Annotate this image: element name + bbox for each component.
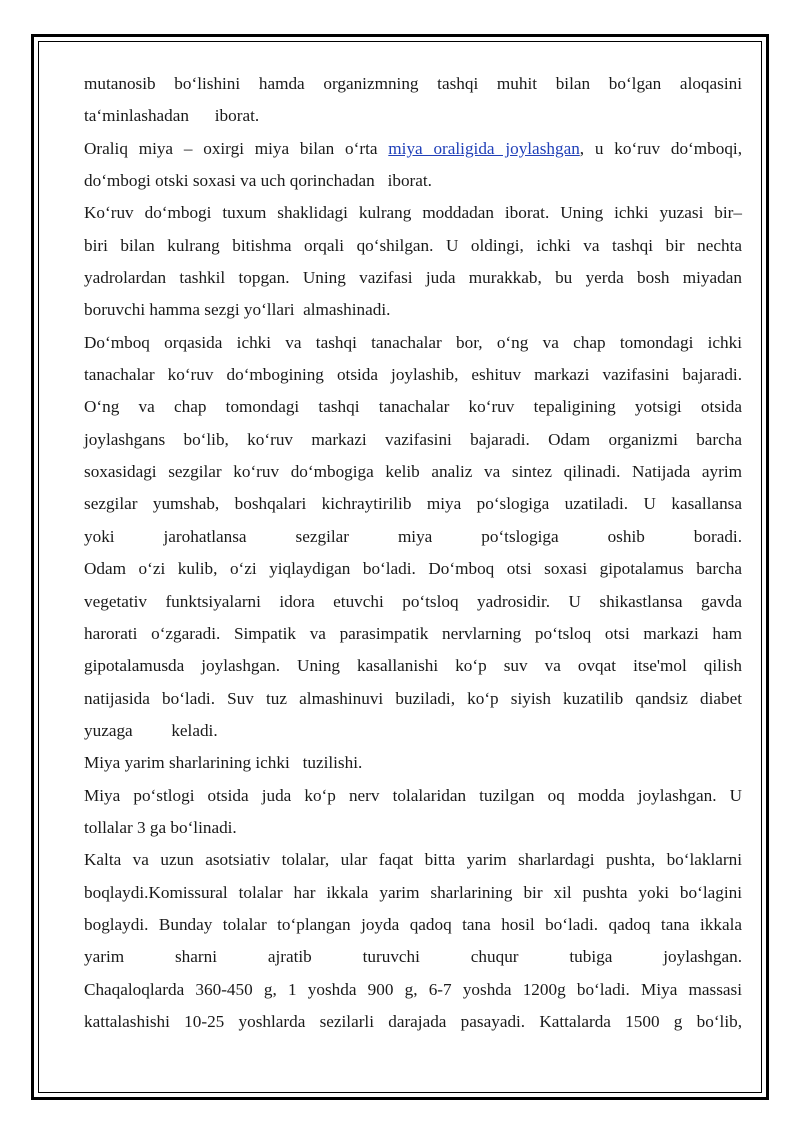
text-line: harorati o‘zgaradi. Simpatik va parasimpatik nervlarning po‘tsloq otsi markazi ham [84, 623, 742, 643]
text-segment: Oraliq miya – oxirgi miya bilan o‘rta [84, 138, 389, 158]
text-line: tollalar 3 ga bo‘linadi. [84, 817, 237, 837]
text-line: gipotalamusda joylashgan. Uning kasallanishi ko‘p suv va ovqat itse'mol qilish [84, 656, 742, 676]
hyperlink[interactable]: miya oraligida joylashgan [388, 138, 580, 158]
text-line: Chaqaloqlarda 360-450 g, 1 yoshda 900 g, 6-7 yoshda 1200g bo‘ladi. Miya massasi [84, 979, 742, 999]
text-line: soxasidagi sezgilar ko‘ruv do‘mbogiga kelib analiz va sintez qilinadi. Natijada ayrim [84, 462, 742, 482]
text-line: sezgilar yumshab, boshqalari kichraytirilib miya po‘slogiga uzatiladi. U kasallansa [84, 494, 742, 514]
text-line: biri bilan kulrang bitishma orqali qo‘shilgan. U oldingi, ichki va tashqi bir nechta [84, 235, 742, 255]
text-line: Odam o‘zi kulib, o‘zi yiqlaydigan bo‘ladi. Do‘mboq otsi soxasi gipotalamus barcha [84, 559, 742, 579]
text-line: kattalashishi 10-25 yoshlarda sezilarli darajada pasayadi. Kattalarda 1500 g bo‘lib, [84, 1011, 742, 1031]
text-segment: , u ko‘ruv do‘mboqi, [579, 138, 742, 158]
text-line: yadrolardan tashkil topgan. Uning vazifasi juda murakkab, bu yerda bosh miyadan [84, 268, 742, 288]
text-line: joylashgans bo‘lib, ko‘ruv markazi vazifasini bajaradi. Odam organizmi barcha [84, 429, 742, 449]
text-line: O‘ng va chap tomondagi tashqi tanachalar ko‘ruv tepaligining yotsigi otsida [84, 397, 742, 417]
text-line: yarim sharni ajratib turuvchi chuqur tubiga joylashgan. [84, 947, 742, 967]
text-line: Do‘mboq orqasida ichki va tashqi tanachalar bor, o‘ng va chap tomondagi ichki [84, 332, 742, 352]
document-body [84, 68, 742, 1038]
text-line: mutanosib bo‘lishini hamda organizmning tashqi muhit bilan bo‘lgan aloqasini [84, 74, 742, 93]
text-line: yoki jarohatlansa sezgilar miya po‘tslogiga oshib boradi. [84, 526, 742, 546]
section-heading: Miya yarim sharlarining ichki tuzilishi. [84, 753, 363, 773]
text-line: boruvchi hamma sezgi yo‘llari almashinadi. [84, 300, 391, 320]
text-line: do‘mbogi otski soxasi va uch qorinchadan iborat. [84, 171, 432, 191]
text-line: natijasida bo‘ladi. Suv tuz almashinuvi buziladi, ko‘p siyish kuzatilib qandsiz diabet [84, 688, 742, 708]
text-line-with-link [84, 133, 742, 165]
text-line: vegetativ funktsiyalarni idora etuvchi po‘tsloq yadrosidir. U shikastlansa gavda [84, 591, 742, 611]
text-line: Ko‘ruv do‘mbogi tuxum shaklidagi kulrang moddadan iborat. Uning ichki yuzasi bir– [84, 203, 742, 223]
text-line: ta‘minlashadan iborat. [84, 106, 260, 126]
text-line: yuzaga keladi. [84, 720, 218, 740]
text-line: boglaydi. Bunday tolalar to‘plangan joyda qadoq tana hosil bo‘ladi. qadoq tana ikkala [84, 914, 742, 934]
text-line: tanachalar ko‘ruv do‘mbogining otsida joylashib, eshituv markazi vazifasini bajaradi. [84, 365, 742, 385]
text-line: Kalta va uzun asotsiativ tolalar, ular faqat bitta yarim sharlardagi pushta, bo‘laklarni [84, 850, 742, 870]
text-line: Miya po‘stlogi otsida juda ko‘p nerv tolalaridan tuzilgan oq modda joylashgan. U [84, 785, 742, 805]
text-line: boqlaydi.Komissural tolalar har ikkala yarim sharlarining bir xil pushta yoki bo‘lagini [84, 882, 742, 902]
